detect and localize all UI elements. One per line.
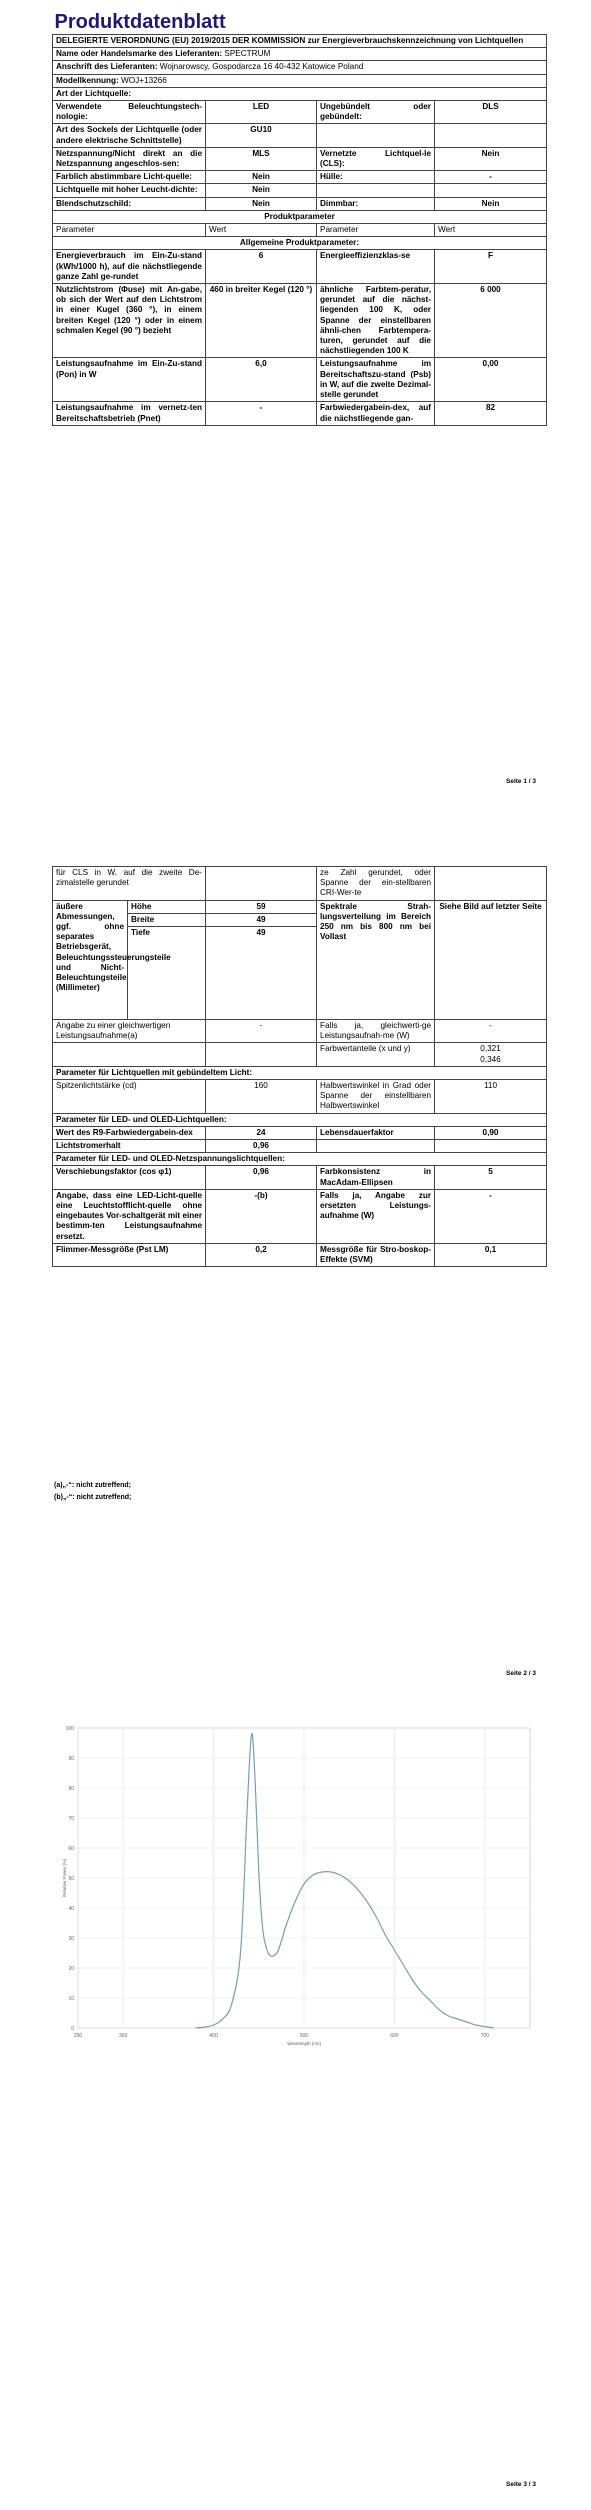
parameter-row: Energieverbrauch im Ein-Zu-stand (kWh/1000 h), auf die nächstliegende ganze Zahl ge-rundet 6 Energieeffizienzklas-se F	[53, 250, 547, 284]
y-tick-label: 40	[68, 1906, 74, 1912]
mains-row: Verschiebungsfaktor (cos φ1) 0,96 Farbkonsistenz in MacAdam-Ellipsen 5	[53, 1166, 547, 1189]
type-section-heading: Art der Lichtquelle:	[53, 87, 547, 100]
mains-section-heading: Parameter für LED- und OLED-Netzspannungslichtquellen:	[53, 1153, 547, 1166]
directional-section-heading: Parameter für Lichtquellen mit gebündeltem Licht:	[53, 1066, 547, 1079]
dimension-row: Tiefe 49	[53, 927, 547, 1020]
page-1	[0, 0, 591, 800]
footnote-a: (a)„-“: nicht zutreffend;	[54, 1482, 131, 1489]
y-axis-label: Relative Power [%]	[62, 1858, 67, 1898]
column-headers: Parameter Wert Parameter Wert	[53, 224, 547, 237]
y-tick-label: 100	[65, 1726, 74, 1732]
footnote-b: (b)„-“: nicht zutreffend;	[54, 1494, 132, 1501]
params-section-heading: Produktparameter	[53, 210, 547, 223]
type-row: Verwendete Beleuchtungstech-nologie: LED Ungebündelt oder gebündelt: DLS	[53, 101, 547, 124]
regulation-heading: DELEGIERTE VERORDNUNG (EU) 2019/2015 DER KOMMISSION zur Energieverbrauchskennzeichnung von Lichtquellen	[53, 35, 547, 48]
spectral-distribution-chart	[60, 1720, 550, 2048]
type-row: Farblich abstimmbare Licht-quelle: Nein Hülle: -	[53, 171, 547, 184]
page-number: Seite 2 / 3	[506, 1670, 536, 1677]
type-row: Netzspannung/Nicht direkt an die Netzspannung angeschlos-sen: MLS Vernetzte Lichtquel-le (CLS): Nein	[53, 147, 547, 170]
supplier-name-row: Name oder Handelsmarke des Lieferanten: SPECTRUM	[53, 48, 547, 61]
x-tick-label: 700	[480, 2033, 489, 2039]
directional-row: Spitzenlichtstärke (cd) 160 Halbwertswinkel in Grad oder Spanne der einstellbaren Halbwertswinkel 110	[53, 1080, 547, 1114]
page-2	[0, 800, 591, 1700]
dimension-row: äußere Abmessungen, ggf. ohne separates Betriebsgerät, Beleuchtungssteuerungsteile und Nicht-Beleuchtungsteile (Millimeter) Höhe 59 Spektrale Strah-lungsverteilung im Bereich 250 nm bis 800 nm bei Vollast Siehe Bild auf letzter Seite	[53, 900, 547, 913]
parameter-row: Leistungsaufnahme im vernetz-ten Bereitschaftsbetrieb (Pnet) - Farbwiedergabein-dex, auf die nächstliegende gan- 82	[53, 402, 547, 425]
product-data-sheet-table-continued	[52, 866, 547, 1267]
mains-row: Flimmer-Messgröße (Pst LM) 0,2 Messgröße für Stro-boskop-Effekte (SVM) 0,1	[53, 1243, 547, 1266]
equivalent-power-row: Angabe zu einer gleichwertigen Leistungsaufnahme(a) - Falls ja, gleichwerti-ge Leistungsaufnah-me (W) -	[53, 1020, 547, 1043]
general-section-heading: Allgemeine Produktparameter:	[53, 237, 547, 250]
chromaticity-y: 0,346	[480, 1054, 501, 1064]
mains-row: Angabe, dass eine LED-Licht-quelle eine Leuchtstofflicht-quelle ohne eingebautes Vor-schaltgerät mit einer bestimm-ten Leistungsaufnahme ersetzt. -(b) Falls ja, Angabe zur ersetzten Leistungs-aufnahme (W) -	[53, 1189, 547, 1243]
product-data-sheet-table	[52, 10, 547, 426]
y-tick-label: 80	[68, 1786, 74, 1792]
x-tick-label: 400	[209, 2033, 218, 2039]
y-tick-label: 50	[68, 1876, 74, 1882]
document-title: Produktdatenblatt	[54, 11, 226, 33]
continued-row: für CLS in W, auf die zweite De-zimalstelle gerundet ze Zahl gerundet, oder Spanne der ein-stellbaren CRI-Wer-te	[53, 867, 547, 901]
page-number: Seite 3 / 3	[506, 2481, 536, 2488]
model-row: Modellkennung: WOJ+13266	[53, 74, 547, 87]
page-number: Seite 1 / 3	[506, 778, 536, 785]
x-tick-label: 250	[73, 2033, 83, 2039]
parameter-row: Leistungsaufnahme im Ein-Zu-stand (Pon) in W 6,0 Leistungsaufnahme im Bereitschaftszu-stand (Psb) in W, auf die zweite Dezimal-stelle gerundet 0,00	[53, 358, 547, 402]
x-axis-label: Wavelength [nm]	[287, 2041, 321, 2046]
y-tick-label: 20	[68, 1966, 74, 1972]
y-tick-label: 90	[68, 1756, 74, 1762]
type-row: Blendschutzschild: Nein Dimmbar: Nein	[53, 197, 547, 210]
y-tick-label: 0	[71, 2026, 74, 2032]
chromaticity-row: Farbwertanteile (x und y) 0,321 0,346	[53, 1043, 547, 1066]
y-tick-label: 70	[68, 1816, 74, 1822]
y-tick-label: 60	[68, 1846, 74, 1852]
chromaticity-x: 0,321	[480, 1044, 501, 1054]
x-tick-label: 600	[390, 2033, 399, 2039]
x-tick-label: 300	[119, 2033, 128, 2039]
y-tick-label: 10	[68, 1996, 74, 2002]
led-row: Wert des R9-Farbwiedergabein-dex 24 Lebensdauerfaktor 0,90	[53, 1126, 547, 1139]
supplier-address-row: Anschrift des Lieferanten: Wojnarowscy, Gospodarcza 16 40-432 Katowice Poland	[53, 61, 547, 74]
led-row: Lichtstromerhalt 0,96	[53, 1140, 547, 1153]
type-row: Lichtquelle mit hoher Leucht-dichte: Nein	[53, 184, 547, 197]
x-tick-label: 500	[299, 2033, 309, 2039]
led-section-heading: Parameter für LED- und OLED-Lichtquellen:	[53, 1113, 547, 1126]
dimension-row: Breite 49	[53, 913, 547, 926]
y-tick-label: 30	[68, 1936, 74, 1942]
type-row: Art des Sockels der Lichtquelle (oder andere elektrische Schnittstelle) GU10	[53, 124, 547, 147]
parameter-row: Nutzlichtstrom (Φuse) mit An-gabe, ob sich der Wert auf den Lichtstrom in einer Kugel (360 °), in einem breiten Kegel (120 °) oder in einem schmalen Kegel (90 °) bezieht 460 in breiter Kegel (120 °) ähnliche Farbtem-peratur, gerundet auf die nächst-liegenden 100 K, oder Spanne der einstellbaren ähnli-chen Farbtempera-turen, gerundet auf die nächstliegenden 100 K 6 000	[53, 284, 547, 358]
